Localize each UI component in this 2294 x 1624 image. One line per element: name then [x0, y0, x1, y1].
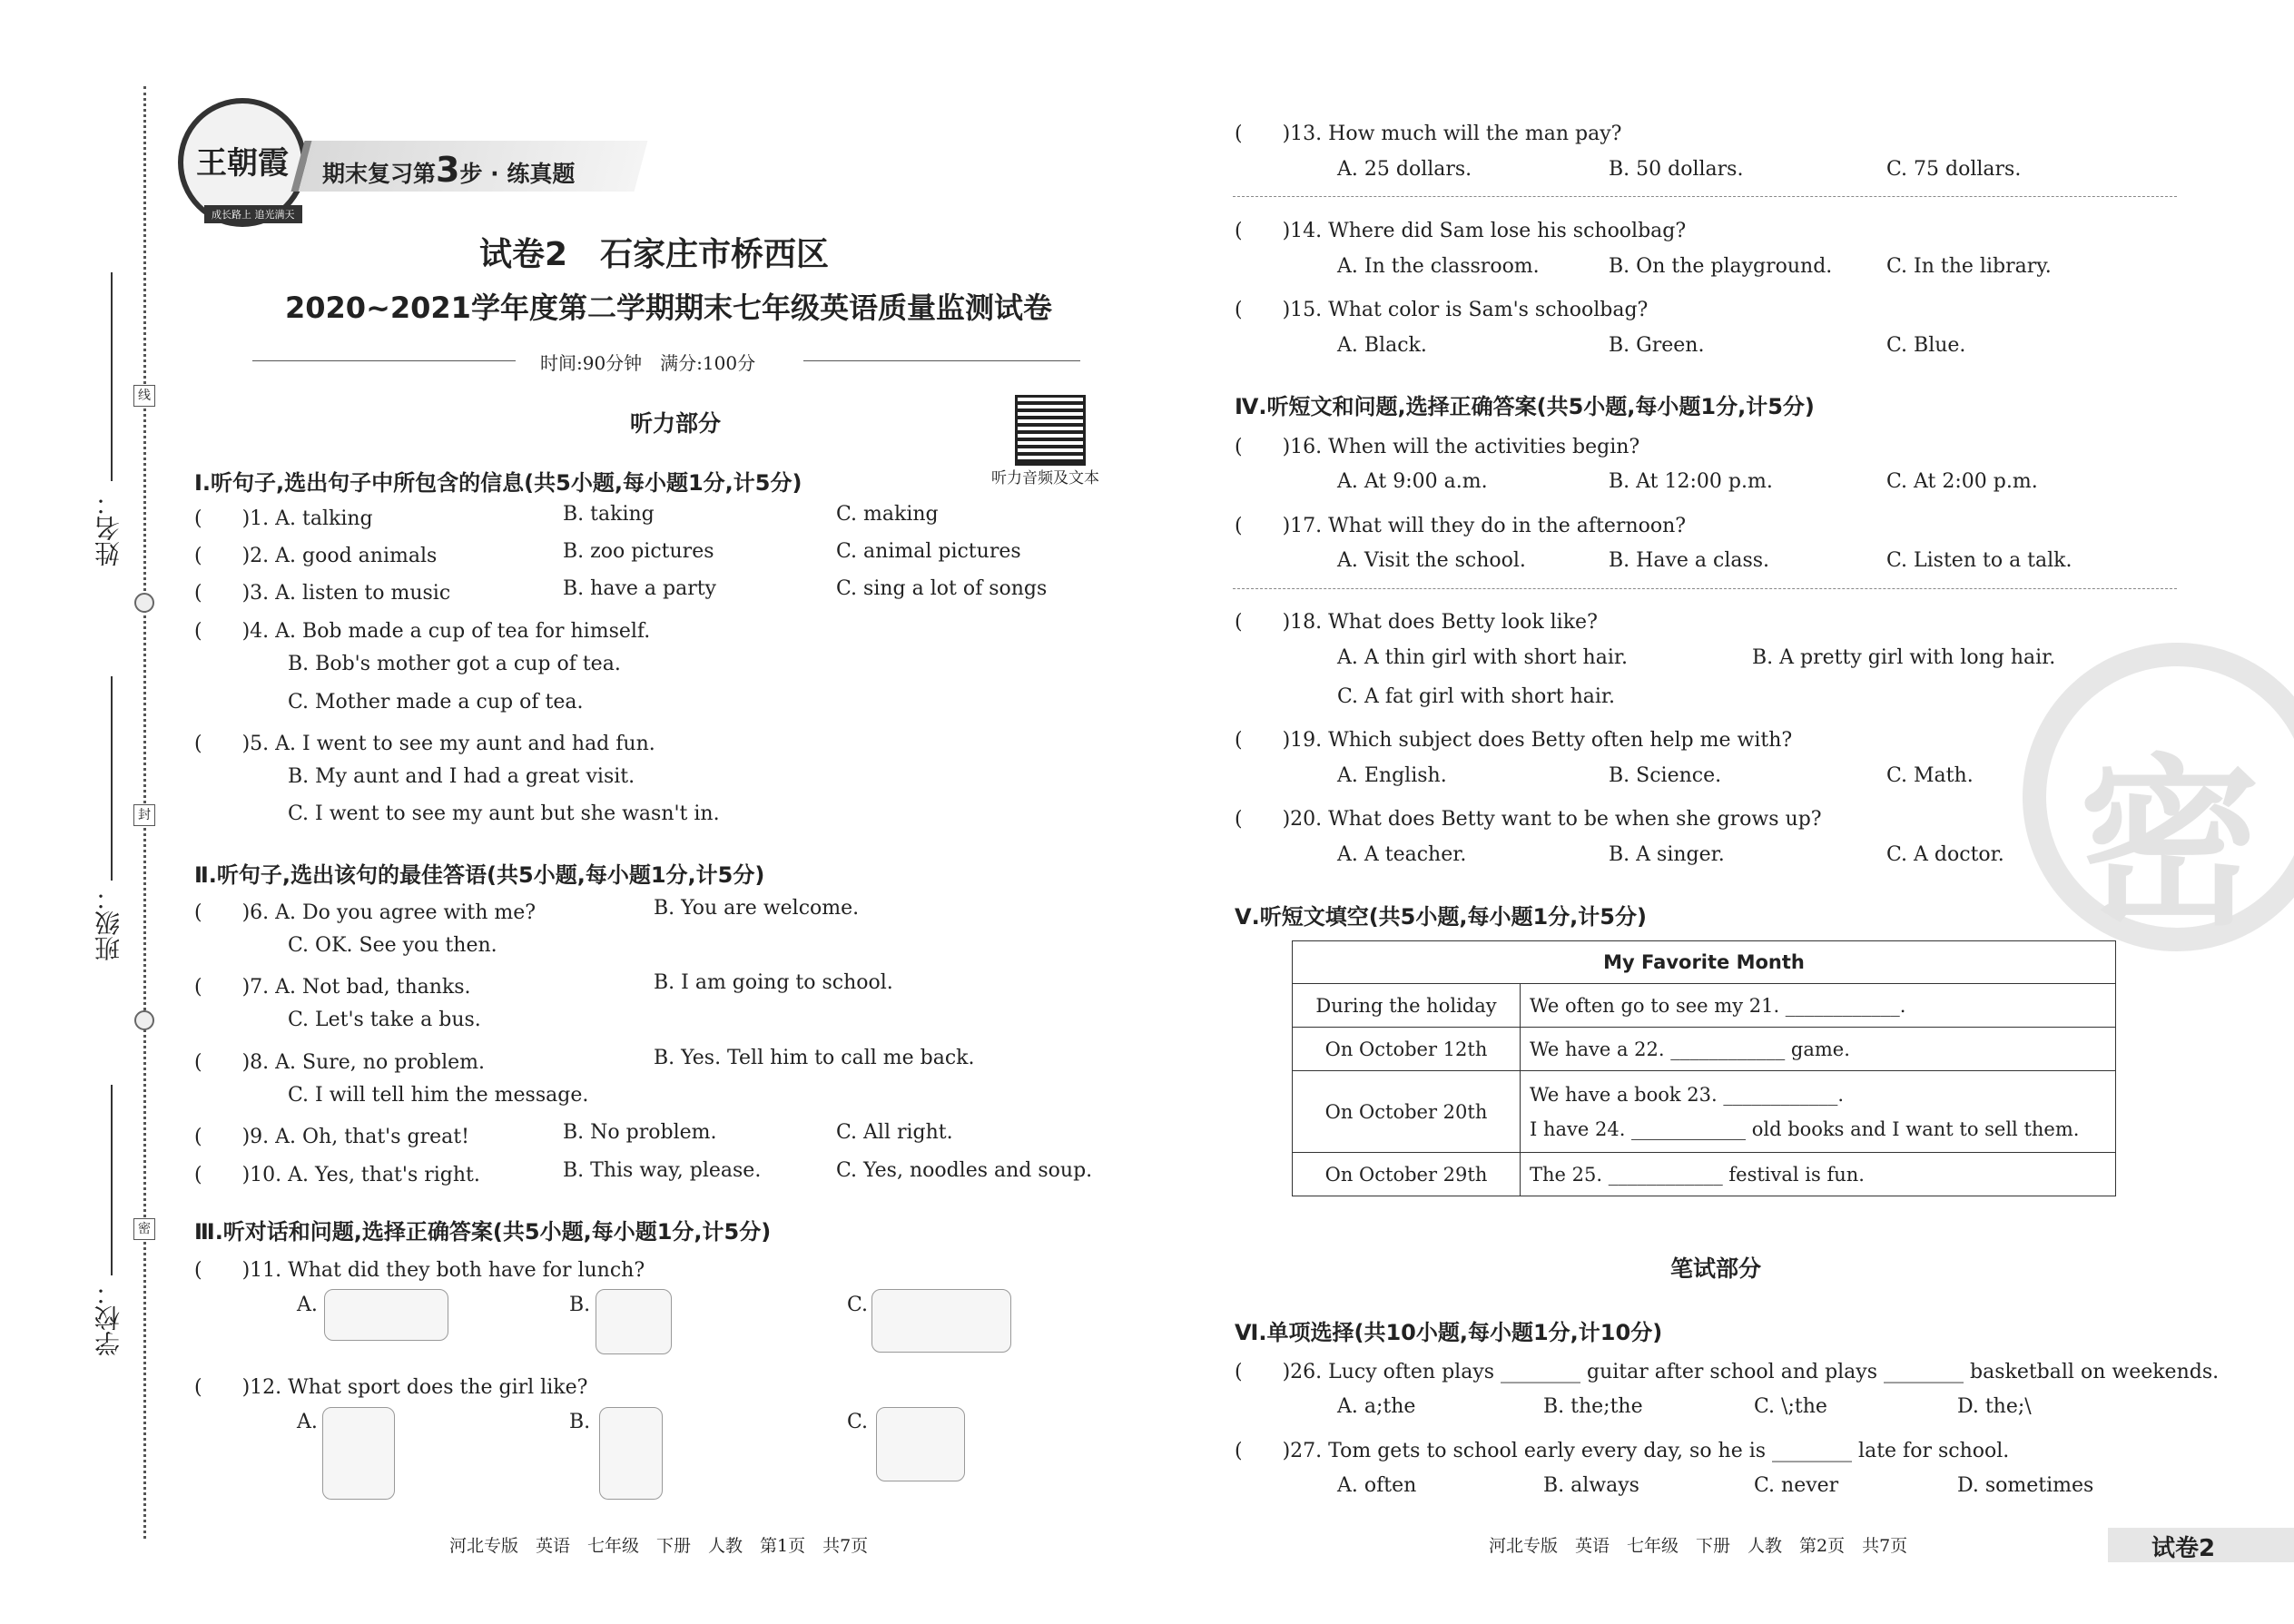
- banner-step: 3: [436, 150, 460, 190]
- binding-mark-seal: 封: [133, 804, 155, 826]
- q14-a: A. In the classroom.: [1337, 255, 1540, 278]
- q8-c: C. I will tell him the message.: [288, 1084, 589, 1107]
- school-field[interactable]: [111, 1085, 113, 1275]
- q5-c: C. I went to see my aunt but she wasn't in.: [288, 802, 720, 825]
- q4-c: C. Mother made a cup of tea.: [288, 691, 584, 714]
- q16-c: C. At 2:00 p.m.: [1886, 470, 2038, 493]
- q10-c: C. Yes, noodles and soup.: [836, 1159, 1093, 1182]
- table-cell-when: On October 29th: [1293, 1153, 1521, 1196]
- q11-opt-c: C.: [847, 1294, 869, 1316]
- section-2-heading: Ⅱ.听句子,选出该句的最佳答语(共5小题,每小题1分,计5分): [194, 862, 765, 888]
- favorite-month-table: [1292, 940, 2116, 1196]
- q4-a: ( )4. A. Bob made a cup of tea for himself.: [194, 620, 651, 643]
- q7-b: B. I am going to school.: [654, 971, 893, 994]
- table-cell-when: During the holiday: [1293, 984, 1521, 1028]
- divider: [803, 360, 1080, 361]
- q10-b: B. This way, please.: [563, 1159, 762, 1182]
- section-6-heading: Ⅵ.单项选择(共10小题,每小题1分,计10分): [1235, 1320, 1663, 1345]
- q20-a: A. A teacher.: [1337, 843, 1467, 866]
- table-line-2: I have 24. ____________ old books and I want to sell them.: [1530, 1117, 2080, 1140]
- q27-c: C. never: [1754, 1474, 1839, 1497]
- q26-c: C. \;the: [1754, 1395, 1827, 1418]
- q19-c: C. Math.: [1886, 764, 1974, 787]
- q19-a: A. English.: [1337, 764, 1447, 787]
- q27-d: D. sometimes: [1957, 1474, 2094, 1497]
- binding-mark-line: 线: [133, 385, 155, 407]
- q3-a: ( )3. A. listen to music: [194, 582, 451, 605]
- q1-a: ( )1. A. talking: [194, 507, 373, 530]
- q14-question: ( )14. Where did Sam lose his schoolbag?: [1235, 220, 1687, 242]
- q17-b: B. Have a class.: [1609, 549, 1770, 572]
- q26-d: D. the;\: [1957, 1395, 2032, 1418]
- q5-a: ( )5. A. I went to see my aunt and had fun.: [194, 733, 655, 755]
- table-cell-when: On October 20th: [1293, 1071, 1521, 1153]
- class-label: 班级：: [94, 885, 123, 961]
- banner-post: 步 · 练真题: [459, 161, 576, 187]
- q15-c: C. Blue.: [1886, 334, 1966, 357]
- basketball-girl-picture: [599, 1407, 663, 1500]
- q7-c: C. Let's take a bus.: [288, 1009, 481, 1031]
- q18-question: ( )18. What does Betty look like?: [1235, 611, 1598, 634]
- q17-c: C. Listen to a talk.: [1886, 549, 2072, 572]
- section-5-heading: Ⅴ.听短文填空(共5小题,每小题1分,计5分): [1235, 904, 1647, 930]
- divider: [252, 360, 516, 361]
- banner-text: [322, 150, 575, 190]
- q9-b: B. No problem.: [563, 1121, 717, 1144]
- table-row: [1293, 1153, 2116, 1196]
- q15-b: B. Green.: [1609, 334, 1705, 357]
- q19-question: ( )19. Which subject does Betty often help me with?: [1235, 729, 1793, 752]
- qr-code[interactable]: [1015, 395, 1086, 466]
- paper-title: 试卷2 石家庄市桥西区: [479, 236, 830, 273]
- table-title: My Favorite Month: [1293, 941, 2116, 984]
- tennis-girl-picture: [876, 1407, 965, 1481]
- q20-c: C. A doctor.: [1886, 843, 2004, 866]
- q16-b: B. At 12:00 p.m.: [1609, 470, 1773, 493]
- footer-left: 河北专版 英语 七年级 下册 人教 第1页 共7页: [449, 1536, 869, 1556]
- q3-b: B. have a party: [563, 577, 716, 600]
- exam-meta: 时间:90分钟 满分:100分: [540, 352, 756, 374]
- q27-a: A. often: [1337, 1474, 1417, 1497]
- q11-opt-b: B.: [569, 1294, 591, 1316]
- q6-a: ( )6. A. Do you agree with me?: [194, 901, 537, 924]
- q12-question: ( )12. What sport does the girl like?: [194, 1376, 588, 1399]
- q3-c: C. sing a lot of songs: [836, 577, 1048, 600]
- table-cell-text[interactable]: [1521, 1071, 2116, 1153]
- q7-a: ( )7. A. Not bad, thanks.: [194, 976, 471, 999]
- watermark-char: 密: [2079, 739, 2261, 950]
- section-3-heading: Ⅲ.听对话和问题,选择正确答案(共5小题,每小题1分,计5分): [194, 1219, 772, 1245]
- table-line-1: We have a book 23. ____________.: [1530, 1083, 1845, 1106]
- q18-b: B. A pretty girl with long hair.: [1752, 646, 2056, 669]
- q13-question: ( )13. How much will the man pay?: [1235, 123, 1622, 145]
- q9-a: ( )9. A. Oh, that's great!: [194, 1126, 469, 1148]
- q2-c: C. animal pictures: [836, 540, 1021, 563]
- q13-b: B. 50 dollars.: [1609, 158, 1744, 181]
- listening-title: 听力部分: [630, 410, 722, 437]
- q9-c: C. All right.: [836, 1121, 953, 1144]
- q14-c: C. In the library.: [1886, 255, 2052, 278]
- q2-a: ( )2. A. good animals: [194, 545, 438, 567]
- q27-b: B. always: [1543, 1474, 1639, 1497]
- q15-a: A. Black.: [1337, 334, 1427, 357]
- q17-question: ( )17. What will they do in the afternoon?: [1235, 515, 1687, 537]
- name-label: 姓名：: [94, 490, 123, 566]
- q5-b: B. My aunt and I had a great visit.: [288, 765, 635, 788]
- q1-c: C. making: [836, 503, 939, 526]
- table-cell-text[interactable]: We often go to see my 21. ____________.: [1521, 984, 2116, 1028]
- q26-a: A. a;the: [1337, 1395, 1416, 1418]
- q19-b: B. Science.: [1609, 764, 1722, 787]
- separator: [1233, 196, 2177, 197]
- binding-dot: [134, 593, 154, 613]
- section-1-heading: Ⅰ.听句子,选出句子中所包含的信息(共5小题,每小题1分,计5分): [194, 470, 802, 496]
- table-row: [1293, 984, 2116, 1028]
- binding-mark-secret: 密: [133, 1218, 155, 1240]
- table-cell-text[interactable]: We have a 22. ____________ game.: [1521, 1028, 2116, 1071]
- footer-right: 河北专版 英语 七年级 下册 人教 第2页 共7页: [1489, 1536, 1908, 1556]
- separator: [1233, 588, 2177, 589]
- name-field[interactable]: [111, 272, 113, 481]
- q4-b: B. Bob's mother got a cup of tea.: [288, 653, 621, 675]
- q13-a: A. 25 dollars.: [1337, 158, 1472, 181]
- q12-opt-c: C.: [847, 1411, 869, 1433]
- q6-b: B. You are welcome.: [654, 897, 860, 920]
- q16-a: A. At 9:00 a.m.: [1337, 470, 1488, 493]
- section-4-heading: Ⅳ.听短文和问题,选择正确答案(共5小题,每小题1分,计5分): [1235, 394, 1815, 419]
- q1-b: B. taking: [563, 503, 655, 526]
- q18-a: A. A thin girl with short hair.: [1337, 646, 1628, 669]
- q13-c: C. 75 dollars.: [1886, 158, 2022, 181]
- q15-question: ( )15. What color is Sam's schoolbag?: [1235, 299, 1649, 321]
- table-cell-text[interactable]: The 25. ____________ festival is fun.: [1521, 1153, 2116, 1196]
- q12-opt-b: B.: [569, 1411, 591, 1433]
- table-row: [1293, 1071, 2116, 1153]
- page-badge: 试卷2: [2151, 1535, 2216, 1562]
- q14-b: B. On the playground.: [1609, 255, 1833, 278]
- writing-title: 笔试部分: [1670, 1255, 1762, 1282]
- q26-question: ( )26. Lucy often plays ________ guitar after school and plays ________ basketball on weekends.: [1235, 1361, 2220, 1383]
- q20-question: ( )20. What does Betty want to be when she grows up?: [1235, 808, 1822, 831]
- qr-caption: 听力音频及文本: [991, 469, 1099, 487]
- logo-name: 王朝霞: [196, 145, 289, 182]
- student-desk-picture: [322, 1407, 395, 1500]
- q17-a: A. Visit the school.: [1337, 549, 1526, 572]
- q26-b: B. the;the: [1543, 1395, 1643, 1418]
- paper-subtitle: 2020~2021学年度第二学期期末七年级英语质量监测试卷: [285, 290, 1052, 325]
- q11-opt-a: A.: [297, 1294, 318, 1316]
- table-cell-when: On October 12th: [1293, 1028, 1521, 1071]
- soup-chicken-picture: [871, 1289, 1011, 1353]
- q11-question: ( )11. What did they both have for lunch?: [194, 1259, 645, 1282]
- q27-question: ( )27. Tom gets to school early every day, so he is ________ late for school.: [1235, 1440, 2010, 1462]
- q10-a: ( )10. A. Yes, that's right.: [194, 1164, 480, 1186]
- table-row: [1293, 1028, 2116, 1071]
- banner-pre: 期末复习第: [322, 161, 437, 187]
- q18-c: C. A fat girl with short hair.: [1337, 685, 1616, 708]
- q16-question: ( )16. When will the activities begin?: [1235, 436, 1640, 458]
- class-field[interactable]: [111, 676, 113, 881]
- q12-opt-a: A.: [297, 1411, 318, 1433]
- bread-tea-picture: [324, 1289, 448, 1341]
- q20-b: B. A singer.: [1609, 843, 1725, 866]
- q8-b: B. Yes. Tell him to call me back.: [654, 1047, 975, 1069]
- q8-a: ( )8. A. Sure, no problem.: [194, 1051, 486, 1074]
- q6-c: C. OK. See you then.: [288, 934, 497, 957]
- q2-b: B. zoo pictures: [563, 540, 714, 563]
- binding-dot: [134, 1010, 154, 1030]
- logo-ribbon: 成长路上 追光满天: [204, 205, 302, 223]
- school-label: 学校：: [94, 1280, 123, 1356]
- salad-picture: [596, 1289, 672, 1354]
